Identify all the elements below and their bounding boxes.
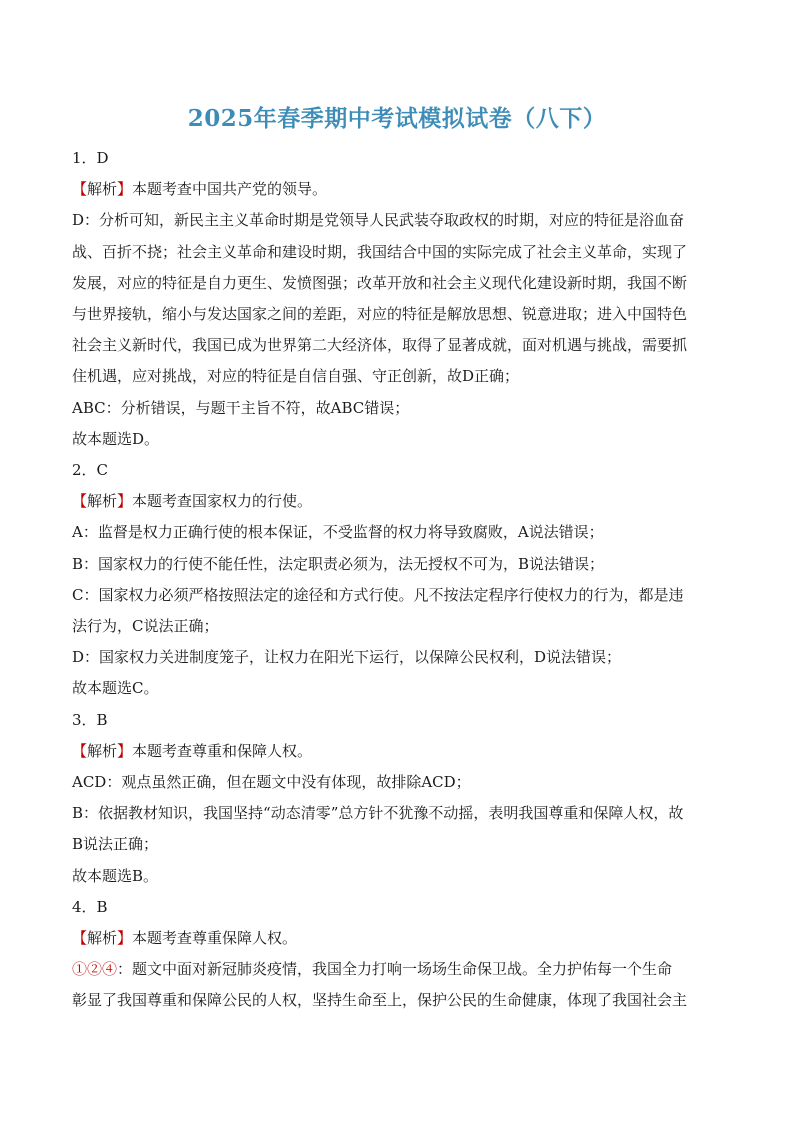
analysis-line: 【解析】本题考查尊重和保障人权。 xyxy=(72,741,313,760)
text-line: 故本题选C。 xyxy=(72,679,159,698)
text-line: 住机遇，应对挑战，对应的特征是自信自强、守正创新，故D正确； xyxy=(72,367,520,386)
question-number: 4．B xyxy=(72,897,108,916)
question-number: 1．D xyxy=(72,149,109,167)
text-line: ABC：分析错误，与题干主旨不符，故ABC错误； xyxy=(72,398,410,417)
option-markers: ①②④ xyxy=(72,960,118,979)
text-line: B：依据教材知识，我国坚持“动态清零”总方针不犹豫不动摇，表明我国尊重和保障人权，故 xyxy=(72,804,684,823)
text-line: 社会主义新时代，我国已成为世界第二大经济体，取得了显著成就，面对机遇与挑战，需要抓 xyxy=(72,336,688,355)
question-number: 3．B xyxy=(72,710,108,729)
text-line: D：国家权力关进制度笼子，让权力在阳光下运行，以保障公民权利，D说法错误； xyxy=(72,648,622,667)
page-title: 2025年春季期中考试模拟试卷（八下） xyxy=(187,105,607,132)
text-line: B：国家权力的行使不能任性，法定职责必须为，法无授权不可为，B说法错误； xyxy=(72,554,605,573)
text-line: C：国家权力必须严格按照法定的途径和方式行使。凡不按法定程序行使权力的行为，都是违 xyxy=(72,585,684,604)
text-line: 发展，对应的特征是自力更生、发愤图强；改革开放和社会主义现代化建设新时期，我国不断 xyxy=(72,273,688,292)
text-line: ACD：观点虽然正确，但在题文中没有体现，故排除ACD； xyxy=(72,773,471,792)
analysis-line: 【解析】本题考查中国共产党的领导。 xyxy=(72,180,328,199)
text-line: 彰显了我国尊重和保障公民的人权，坚持生命至上，保护公民的生命健康，体现了我国社会主 xyxy=(72,991,688,1010)
answer-content xyxy=(72,143,722,1017)
text-line: 战、百折不挠；社会主义革命和建设时期，我国结合中国的实际完成了社会主义革命，实现了 xyxy=(72,242,688,261)
question-number: 2．C xyxy=(72,461,109,480)
text-line: 故本题选D。 xyxy=(72,429,160,448)
text-line: D：分析可知，新民主主义革命时期是党领导人民武装夺取政权的时期，对应的特征是浴血奋 xyxy=(72,211,685,230)
text-line: ①②④：题文中面对新冠肺炎疫情，我国全力打响一场场生命保卫战。全力护佑每一个生命 xyxy=(72,960,673,979)
analysis-line: 【解析】本题考查尊重保障人权。 xyxy=(72,929,298,948)
text-line: 法行为，C说法正确； xyxy=(72,617,219,636)
text-line: A：监督是权力正确行使的根本保证，不受监督的权力将导致腐败，A说法错误； xyxy=(72,523,604,542)
text-line: 故本题选B。 xyxy=(72,866,159,885)
analysis-line: 【解析】本题考查国家权力的行使。 xyxy=(72,492,313,511)
text-line: B说法正确； xyxy=(72,835,159,854)
text-line: 与世界接轨，缩小与发达国家之间的差距，对应的特征是解放思想、锐意进取；进入中国特色 xyxy=(72,305,688,324)
